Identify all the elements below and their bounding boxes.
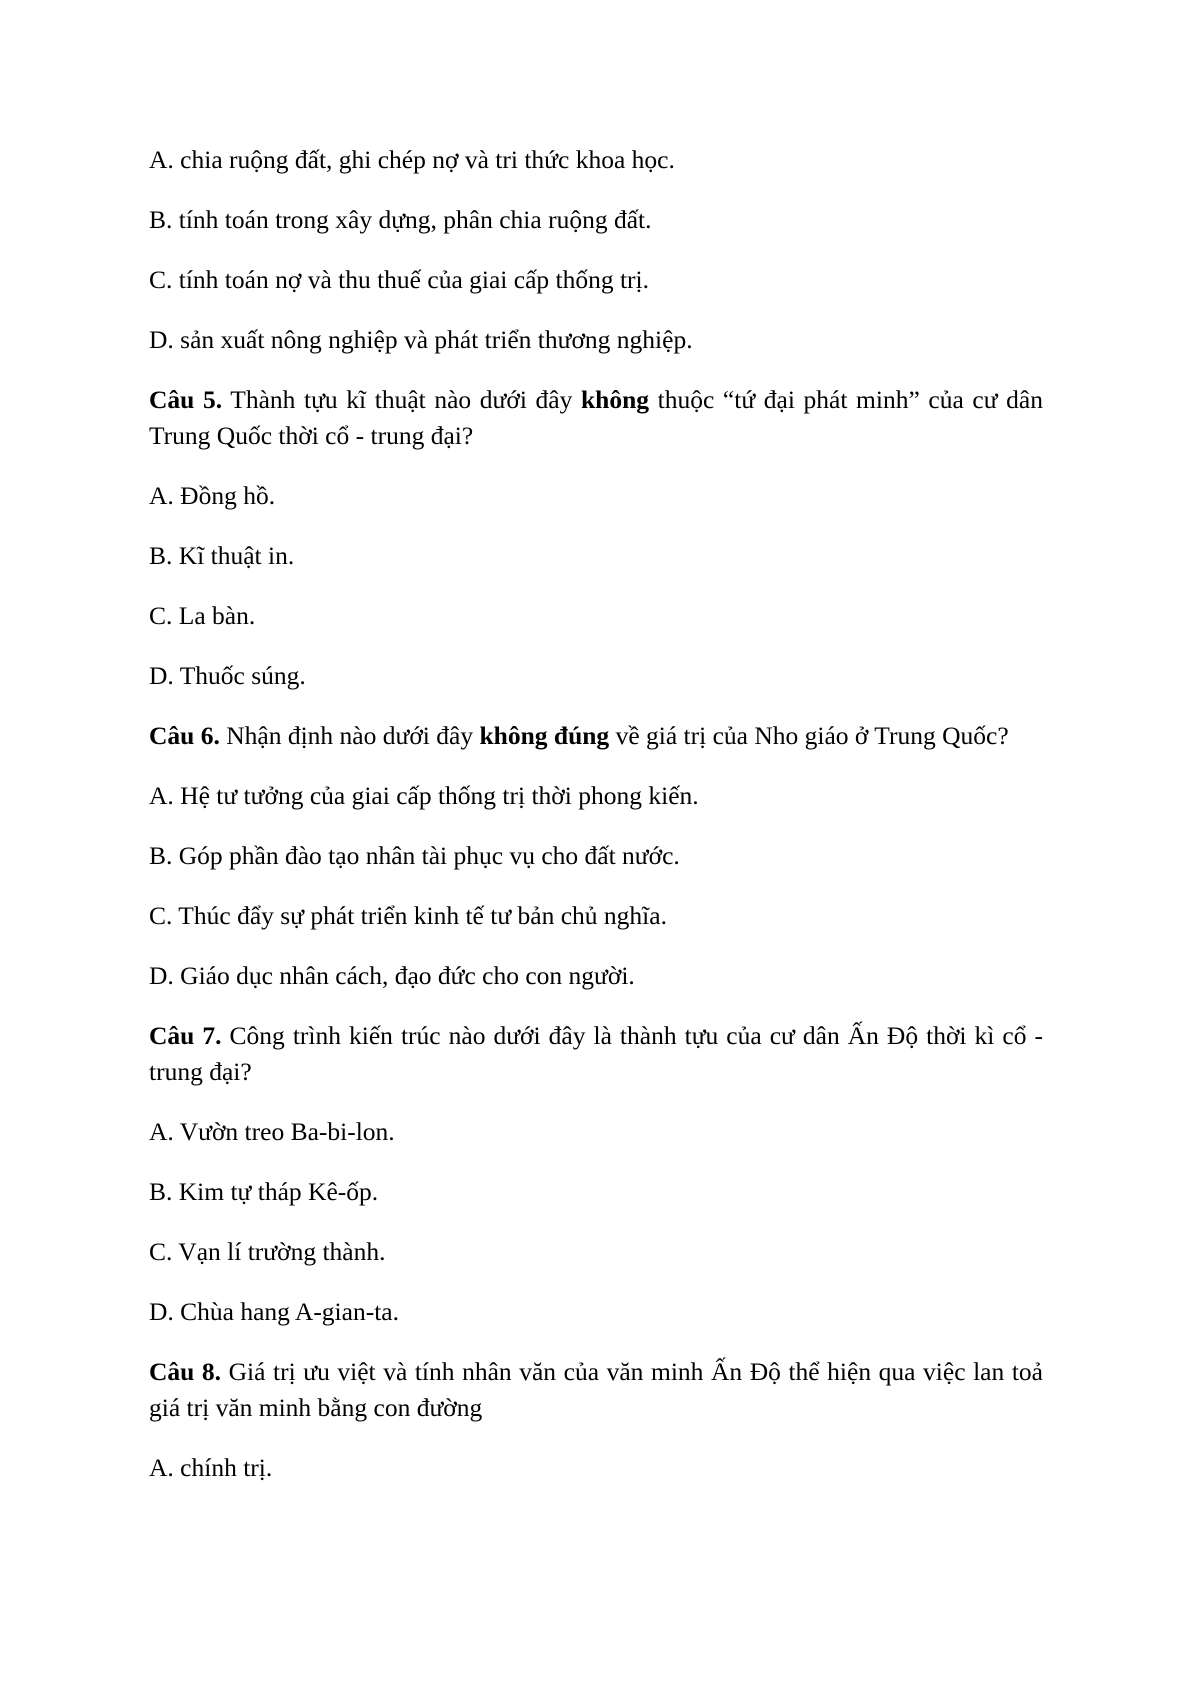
q5-option-a: A. Đồng hồ. bbox=[149, 481, 276, 510]
q6-option-a: A. Hệ tư tưởng của giai cấp thống trị thời phong kiến. bbox=[149, 781, 699, 810]
question-6-emphasis: không đúng bbox=[479, 721, 610, 750]
question-6 bbox=[149, 718, 1043, 754]
question-5-text-post: thuộc “tứ đại phát minh” của cư dân Trung Quốc thời cổ - trung đại? bbox=[149, 385, 1043, 450]
q7-option-a: A. Vườn treo Ba-bi-lon. bbox=[149, 1117, 395, 1146]
question-6-text-pre: Nhận định nào dưới đây bbox=[219, 721, 480, 750]
question-8 bbox=[149, 1354, 1043, 1426]
question-5-number: Câu 5. bbox=[149, 385, 223, 414]
q5-option-b: B. Kĩ thuật in. bbox=[149, 541, 295, 570]
question-5-text-pre: Thành tựu kĩ thuật nào dưới đây bbox=[222, 385, 581, 414]
q4-option-c: C. tính toán nợ và thu thuế của giai cấp thống trị. bbox=[149, 265, 650, 294]
q6-option-d: D. Giáo dục nhân cách, đạo đức cho con người. bbox=[149, 961, 635, 990]
question-8-text: Giá trị ưu việt và tính nhân văn của văn minh Ấn Độ thể hiện qua việc lan toả giá trị văn minh bằng con đường bbox=[149, 1357, 1043, 1422]
question-7-number: Câu 7. bbox=[149, 1021, 222, 1050]
q7-option-b: B. Kim tự tháp Kê-ốp. bbox=[149, 1177, 379, 1206]
q6-option-b: B. Góp phần đào tạo nhân tài phục vụ cho đất nước. bbox=[149, 841, 680, 870]
question-5-emphasis: không bbox=[580, 385, 650, 414]
q7-option-d: D. Chùa hang A-gian-ta. bbox=[149, 1297, 399, 1326]
question-7-text: Công trình kiến trúc nào dưới đây là thành tựu của cư dân Ấn Độ thời kì cổ - trung đại? bbox=[149, 1021, 1043, 1086]
q8-option-a: A. chính trị. bbox=[149, 1453, 273, 1482]
question-6-text-post: về giá trị của Nho giáo ở Trung Quốc? bbox=[609, 721, 1009, 750]
q4-option-d: D. sản xuất nông nghiệp và phát triển thương nghiệp. bbox=[149, 325, 693, 354]
document-page bbox=[149, 142, 1043, 1510]
question-6-number: Câu 6. bbox=[149, 721, 220, 750]
q4-option-b: B. tính toán trong xây dựng, phân chia ruộng đất. bbox=[149, 205, 652, 234]
question-8-number: Câu 8. bbox=[149, 1357, 222, 1386]
q5-option-c: C. La bàn. bbox=[149, 601, 256, 630]
q5-option-d: D. Thuốc súng. bbox=[149, 661, 306, 690]
q7-option-c: C. Vạn lí trường thành. bbox=[149, 1237, 386, 1266]
question-5 bbox=[149, 382, 1043, 454]
q4-option-a: A. chia ruộng đất, ghi chép nợ và tri thức khoa học. bbox=[149, 145, 675, 174]
question-7 bbox=[149, 1018, 1043, 1090]
q6-option-c: C. Thúc đẩy sự phát triển kinh tế tư bản chủ nghĩa. bbox=[149, 901, 667, 930]
